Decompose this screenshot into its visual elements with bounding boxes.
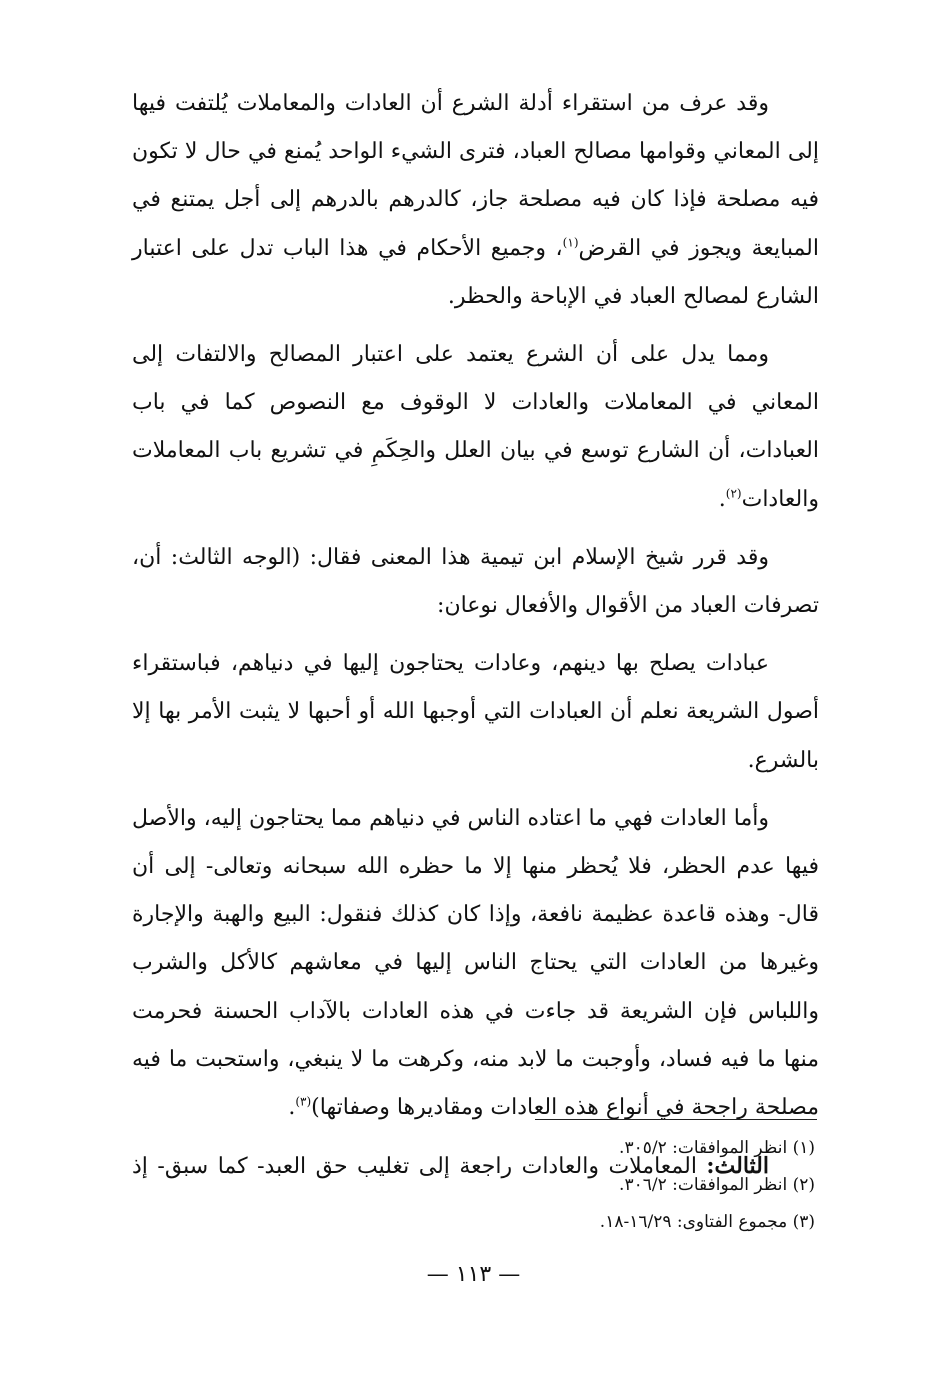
footnote-ref-2: (٢) <box>725 486 742 501</box>
page-number: — ١١٣ — <box>426 1262 521 1287</box>
footnote-divider <box>535 1119 817 1120</box>
section-lead: الثالث: <box>706 1153 769 1180</box>
paragraph-4: عبادات يصلح بها دينهم، وعادات يحتاجون إليها في دنياهم، فباستقراء أصول الشريعة نعلم أن العبادات التي أوجبها الله أو أحبها لا يثبت الأمر بها إلا بالشرع. <box>132 651 819 773</box>
paragraph-5: وأما العادات فهي ما اعتاده الناس في دنياهم مما يحتاجون إليه، والأصل فيها عدم الحظر، فلا يُحظر منها إلا ما حظره الله سبحانه وتعالى- إلى أن قال- وهذه قاعدة عظيمة نافعة، وإذا كان كذلك فنقول: البيع والهبة والإجارة وغيرها من العادات التي يحتاج الناس إليها في معاشهم كالأكل والشرب واللباس فإن الشريعة قد جاءت في هذه العادات بالآداب الحسنة فحرمت منها ما فيه فساد، وأوجبت ما لابد منه، وكرهت ما لا ينبغي، واستحبت ما فيه مصلحة راجحة في أنواع هذه العادات ومقاديرها وصفاتها)$^{(٣)}$. <box>132 805 819 1121</box>
paragraph-2: ومما يدل على أن الشرع يعتمد على اعتبار المصالح والالتفات إلى المعاني في المعاملات والعادات لا الوقوف مع النصوص كما في باب العبادات، أن الشارع توسع في بيان العلل والحِكَمِ في تشريع باب المعاملات والعادات$^{(٢)}$. <box>132 342 819 512</box>
footnote-ref-3: (٣) <box>295 1094 312 1109</box>
footnote-3: (٣) مجموع الفتاوى: ١٦/٢٩-١٨. <box>599 1212 815 1232</box>
body-text <box>132 80 819 1191</box>
footnote-2: (٢) انظر الموافقات: ٣٠٦/٢. <box>619 1175 815 1195</box>
paragraph-6: الثالث: المعاملات والعادات راجعة إلى تغليب حق العبد- كما سبق- إذ <box>132 1153 769 1180</box>
footnote-ref-1: (١) <box>562 235 579 250</box>
footnote-1: (١) انظر الموافقات: ٣٠٥/٢. <box>619 1138 815 1158</box>
footnotes <box>600 1130 815 1241</box>
paragraph-3: وقد قرر شيخ الإسلام ابن تيمية هذا المعنى فقال: (الوجه الثالث: أن، تصرفات العباد من الأقوال والأفعال نوعان: <box>132 544 819 619</box>
paragraph-1: وقد عرف من استقراء أدلة الشرع أن العادات والمعاملات يُلتفت فيها إلى المعاني وقوامها مصالح العباد، فترى الشيء الواحد يُمنع في حال لا تكون فيه مصلحة فإذا كان فيه مصلحة جاز، كالدرهم بالدرهم إلى أجل يمتنع في المبايعة ويجوز في القرض$^{(١)}$، وجميع الأحكام في هذا الباب تدل على اعتبار الشارع لمصالح العباد في الإباحة والحظر. <box>132 91 819 309</box>
